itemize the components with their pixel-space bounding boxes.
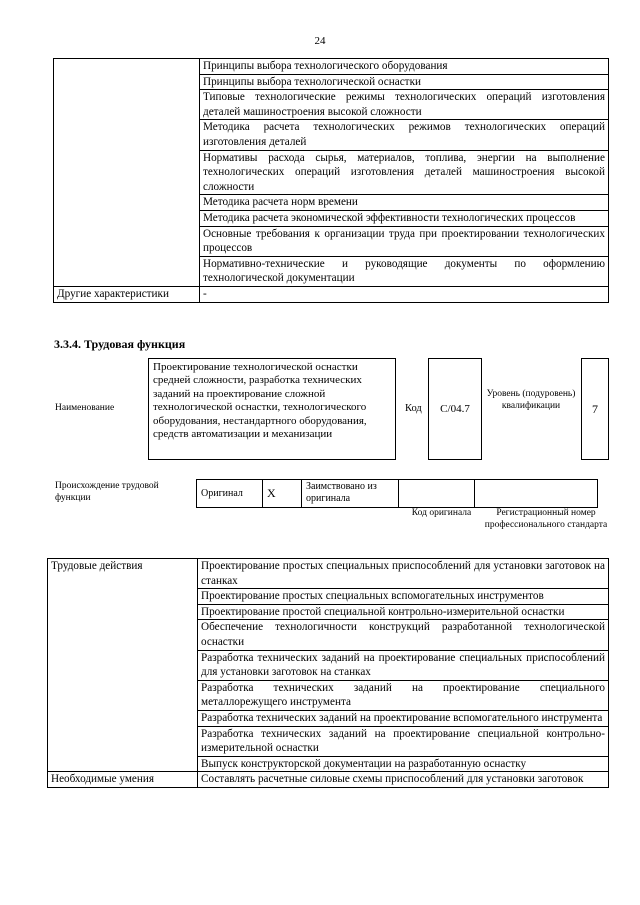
action-item: Разработка технических заданий на проектирование специального металлорежущего инструмента — [198, 680, 609, 710]
knowledge-item: Типовые технологические режимы технологических операций изготовления деталей машиностроения высокой сложности — [200, 90, 609, 120]
other-characteristics-label: Другие характеристики — [54, 286, 200, 302]
knowledge-label-cell — [54, 59, 200, 287]
skill-item: Составлять расчетные силовые схемы приспособлений для установки заготовок — [198, 772, 609, 788]
action-item: Выпуск конструкторской документации на разработанную оснастку — [198, 756, 609, 772]
code-value: C/04.7 — [428, 358, 482, 460]
action-item: Обеспечение технологичности конструкций разработанной технологической оснастки — [198, 620, 609, 650]
original-label: Оригинал — [197, 480, 263, 508]
origin-table — [196, 479, 598, 508]
registration-number-caption: Регистрационный номер профессионального стандарта — [484, 508, 608, 530]
knowledge-item: Принципы выбора технологического оборудования — [200, 59, 609, 75]
knowledge-item: Методика расчета норм времени — [200, 195, 609, 211]
knowledge-item: Методика расчета технологических режимов технологических операций изготовления деталей — [200, 120, 609, 150]
knowledge-item: Основные требования к организации труда при проектировании технологических процессов — [200, 226, 609, 256]
section-title: 3.3.4. Трудовая функция — [54, 337, 186, 351]
knowledge-item: Нормативно-технические и руководящие документы по оформлению технологической документации — [200, 256, 609, 286]
origin-label: Происхождение трудовой функции — [55, 481, 159, 503]
action-item: Проектирование простых специальных вспомогательных инструментов — [198, 589, 609, 605]
knowledge-table — [53, 58, 609, 303]
name-label: Наименование — [55, 403, 115, 413]
borrowed-label: Заимствовано из оригинала — [302, 480, 399, 508]
registration-number-cell — [475, 480, 598, 508]
qualification-level-label: Уровень (подуровень) квалификации — [486, 389, 576, 411]
other-characteristics-value: - — [200, 286, 609, 302]
action-item: Проектирование простой специальной контрольно-измерительной оснастки — [198, 604, 609, 620]
page-number: 24 — [314, 35, 326, 47]
original-code-caption: Код оригинала — [411, 508, 472, 518]
knowledge-item: Нормативы расхода сырья, материалов, топлива, энергии на выполнение технологических операций изготовления деталей машиностроения высокой сложности — [200, 150, 609, 195]
action-item: Разработка технических заданий на проектирование вспомогательного инструмента — [198, 710, 609, 726]
actions-table — [47, 558, 609, 788]
knowledge-item: Принципы выбора технологической оснастки — [200, 74, 609, 90]
function-name-value: Проектирование технологической оснастки средней сложности, разработка технических заданий на проектирование сложной технологической оснастки, технологического оборудования, нестандартного оборудования, средств автоматизации и механизации — [148, 358, 396, 460]
action-item: Разработка технических заданий на проектирование специальной контрольно-измерительной оснастки — [198, 726, 609, 756]
actions-label: Трудовые действия — [48, 559, 198, 772]
knowledge-item: Методика расчета экономической эффективности технологических процессов — [200, 210, 609, 226]
code-label: Код — [405, 403, 422, 414]
original-code-cell — [399, 480, 475, 508]
original-mark: X — [263, 480, 302, 508]
action-item: Проектирование простых специальных приспособлений для установки заготовок на станках — [198, 559, 609, 589]
skills-label: Необходимые умения — [48, 772, 198, 788]
qualification-level-value: 7 — [581, 358, 609, 460]
action-item: Разработка технических заданий на проектирование специальных приспособлений для установки заготовок на станках — [198, 650, 609, 680]
